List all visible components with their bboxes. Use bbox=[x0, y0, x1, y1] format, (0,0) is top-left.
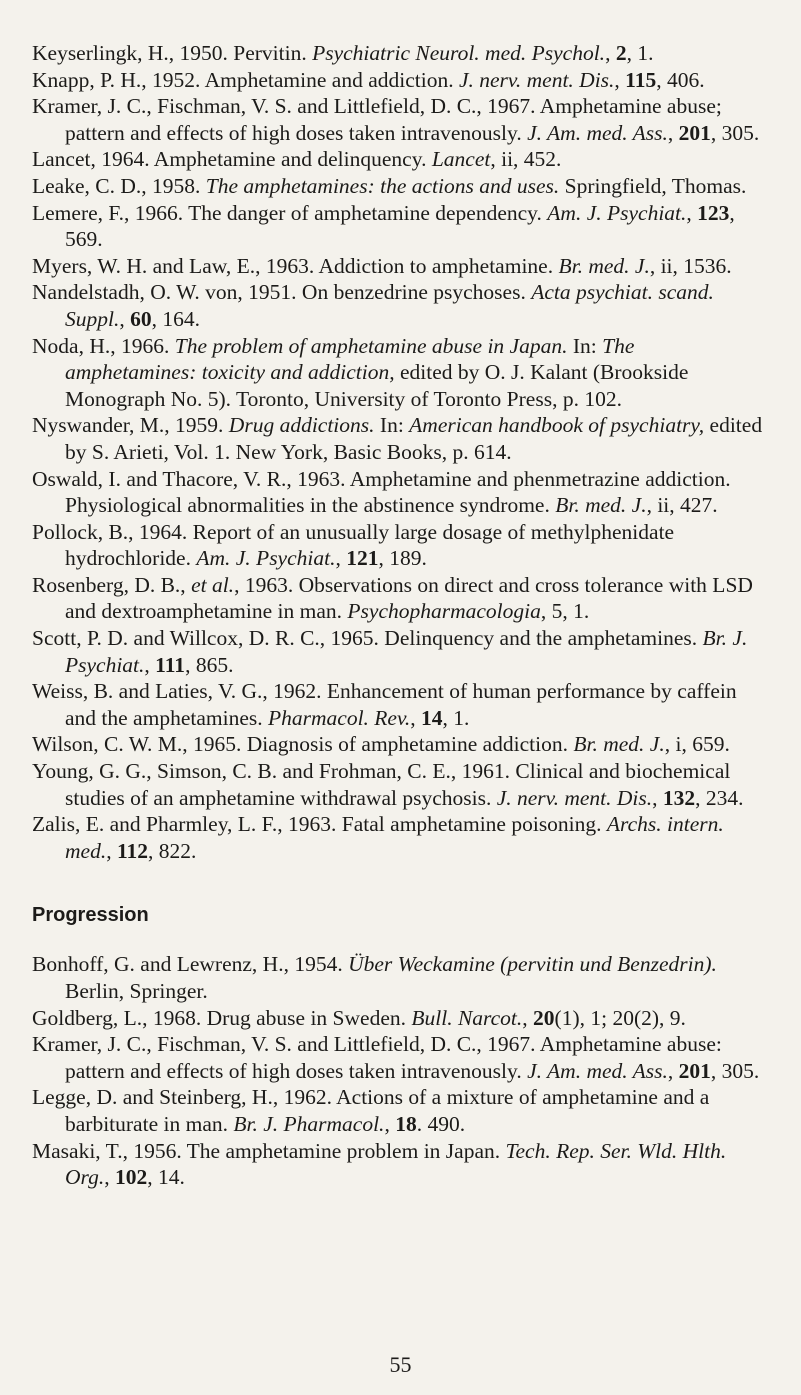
reference-pages: Berlin, Springer. bbox=[65, 979, 208, 1003]
reference-entry bbox=[32, 1138, 771, 1191]
reference-entry bbox=[32, 200, 771, 253]
reference-entry bbox=[32, 279, 771, 332]
reference-separator: , bbox=[652, 785, 663, 810]
reference-pages: ii, 427. bbox=[657, 493, 718, 518]
reference-separator: , bbox=[106, 838, 117, 863]
reference-entry bbox=[32, 146, 771, 173]
reference-entry bbox=[32, 173, 771, 200]
reference-authors-title: Scott, P. D. and Willcox, D. R. C., 1965. Delinquency and the amphetamines. bbox=[32, 626, 703, 651]
reference-authors-title: Weiss, B. and Laties, V. G., 1962. Enhancement of human performance by caffein and the amphetamines. bbox=[32, 679, 737, 730]
reference-separator: , bbox=[605, 41, 616, 65]
reference-volume: 111 bbox=[155, 652, 186, 677]
reference-journal: Archs. intern. med. bbox=[65, 812, 724, 863]
reference-entry bbox=[32, 519, 771, 572]
reference-entry bbox=[32, 572, 771, 625]
reference-entry bbox=[32, 731, 771, 758]
reference-authors-title: Rosenberg, D. B., bbox=[32, 572, 192, 597]
reference-entry bbox=[32, 253, 771, 280]
reference-entry bbox=[32, 40, 771, 67]
reference-pages: , 305. bbox=[710, 1058, 760, 1083]
reference-journal: Br. J. Psychiat. bbox=[65, 626, 748, 677]
reference-details: edited by S. Arieti, Vol. 1. New York, Basic Books, p. 614. bbox=[65, 413, 763, 464]
reference-volume: 201 bbox=[678, 1058, 711, 1083]
reference-separator: , bbox=[686, 200, 698, 225]
reference-volume: 2 bbox=[615, 41, 627, 65]
reference-entry bbox=[32, 333, 771, 413]
reference-journal: Über Weckamine (pervitin und Benzedrin). bbox=[348, 952, 717, 977]
reference-pages: i, 659. bbox=[675, 732, 730, 757]
page-number: 55 bbox=[389, 1352, 412, 1377]
reference-separator: , bbox=[614, 67, 626, 92]
reference-details: , 5, 1. bbox=[540, 599, 590, 624]
reference-journal: et al. bbox=[191, 572, 235, 597]
reference-entry bbox=[32, 678, 771, 731]
reference-list-progression bbox=[32, 951, 771, 1190]
reference-authors-title: Lemere, F., 1966. The danger of amphetamine dependency. bbox=[32, 200, 548, 225]
reference-separator: In: bbox=[572, 333, 603, 358]
reference-separator: , bbox=[667, 120, 679, 145]
reference-separator: , bbox=[490, 147, 502, 172]
reference-entry bbox=[32, 93, 771, 146]
reference-journal: Bull. Narcot. bbox=[411, 1005, 523, 1030]
reference-volume: 132 bbox=[662, 785, 696, 810]
reference-separator: , bbox=[664, 732, 676, 757]
reference-authors-title: Myers, W. H. and Law, E., 1963. Addiction to amphetamine. bbox=[32, 253, 559, 278]
reference-authors-title: Keyserlingk, H., 1950. Pervitin. bbox=[32, 41, 313, 65]
reference-pages: , 406. bbox=[656, 67, 705, 92]
reference-authors-title: Kramer, J. C., Fischman, V. S. and Littlefield, D. C., 1967. Amphetamine abuse; pattern and effects of high doses taken intravenously. bbox=[32, 94, 722, 145]
reference-authors-title: Kramer, J. C., Fischman, V. S. and Littlefield, D. C., 1967. Amphetamine abuse: pattern and effects of high doses taken intravenously. bbox=[32, 1032, 722, 1083]
reference-pages: , 164. bbox=[151, 306, 200, 331]
reference-separator: , bbox=[335, 546, 347, 571]
reference-volume: 14 bbox=[421, 705, 443, 730]
reference-entry bbox=[32, 1031, 771, 1084]
reference-journal: Lancet bbox=[431, 147, 491, 172]
reference-separator: In: bbox=[379, 413, 410, 438]
reference-separator: , bbox=[410, 705, 422, 730]
reference-authors-title: Zalis, E. and Pharmley, L. F., 1963. Fatal amphetamine poisoning. bbox=[32, 812, 607, 837]
reference-authors-title: Oswald, I. and Thacore, V. R., 1963. Amphetamine and phenmetrazine addiction. Physiological abnormalities in the abstinence syndrome. bbox=[32, 466, 731, 518]
reference-journal: Am. J. Psychiat. bbox=[547, 200, 687, 225]
reference-journal: Drug addictions. bbox=[228, 413, 380, 438]
reference-entry bbox=[32, 758, 771, 811]
reference-journal: Pharmacol. Rev. bbox=[268, 705, 411, 730]
reference-volume: 18 bbox=[395, 1111, 417, 1136]
reference-pages: , 1. bbox=[442, 705, 470, 730]
reference-pages: , 189. bbox=[378, 546, 427, 571]
reference-journal: J. nerv. ment. Dis. bbox=[458, 67, 615, 92]
reference-separator: , bbox=[649, 253, 661, 278]
reference-authors-title: Wilson, C. W. M., 1965. Diagnosis of amphetamine addiction. bbox=[32, 732, 574, 757]
reference-volume: 102 bbox=[114, 1165, 148, 1190]
reference-volume: 123 bbox=[697, 200, 730, 225]
reference-source: Psychopharmacologia bbox=[347, 599, 541, 624]
reference-journal: The problem of amphetamine abuse in Japan. bbox=[174, 333, 573, 358]
reference-pages: , 305. bbox=[710, 120, 760, 145]
reference-separator: , bbox=[384, 1111, 396, 1136]
reference-list-continued bbox=[32, 40, 771, 864]
reference-authors-title: Nandelstadh, O. W. von, 1951. On benzedrine psychoses. bbox=[32, 280, 532, 305]
reference-journal: J. Am. med. Ass. bbox=[527, 1058, 668, 1083]
reference-authors-title: Leake, C. D., 1958. bbox=[32, 173, 206, 198]
reference-pages: ii, 1536. bbox=[660, 253, 732, 278]
reference-volume: 115 bbox=[625, 67, 657, 92]
reference-separator: , bbox=[119, 306, 131, 331]
reference-journal: Br. J. Pharmacol. bbox=[233, 1111, 385, 1136]
reference-journal: Br. med. J. bbox=[555, 493, 647, 518]
reference-source: American handbook of psychiatry, bbox=[409, 413, 705, 438]
reference-entry bbox=[32, 1005, 771, 1032]
reference-authors-title: Nyswander, M., 1959. bbox=[32, 413, 229, 438]
reference-journal: Acta psychiat. scand. Suppl. bbox=[65, 280, 714, 331]
reference-journal: Psychiatric Neurol. med. Psychol. bbox=[312, 41, 606, 65]
reference-journal: Tech. Rep. Ser. Wld. Hlth. Org. bbox=[65, 1138, 727, 1190]
reference-entry bbox=[32, 811, 771, 864]
reference-pages: , 569. bbox=[65, 200, 735, 252]
reference-volume: 201 bbox=[678, 120, 711, 145]
reference-pages: , 1. bbox=[626, 41, 654, 65]
reference-volume: 20 bbox=[533, 1005, 555, 1030]
reference-authors-title: Bonhoff, G. and Lewrenz, H., 1954. bbox=[32, 952, 349, 977]
reference-authors-title: Young, G. G., Simson, C. B. and Frohman, C. E., 1961. Clinical and biochemical studies of an amphetamine withdrawal psychosis. bbox=[32, 759, 731, 810]
reference-pages: . 490. bbox=[416, 1111, 466, 1136]
reference-pages: Springfield, Thomas. bbox=[559, 173, 747, 198]
reference-entry bbox=[32, 1084, 771, 1137]
reference-authors-title: Knapp, P. H., 1952. Amphetamine and addiction. bbox=[32, 67, 459, 92]
reference-pages: ii, 452. bbox=[501, 147, 562, 172]
reference-journal: Br. med. J. bbox=[573, 732, 665, 757]
reference-journal: Br. med. J. bbox=[558, 253, 650, 278]
reference-entry bbox=[32, 951, 771, 1004]
reference-authors-title: Lancet, 1964. Amphetamine and delinquency. bbox=[32, 147, 432, 172]
reference-journal: J. nerv. ment. Dis. bbox=[496, 785, 653, 810]
reference-pages: , 234. bbox=[695, 785, 744, 810]
reference-authors-title: Goldberg, L., 1968. Drug abuse in Sweden. bbox=[32, 1005, 412, 1030]
reference-source: The amphetamines: toxicity and addiction, bbox=[65, 333, 635, 385]
reference-volume: 60 bbox=[130, 306, 152, 331]
reference-journal: Am. J. Psychiat. bbox=[196, 546, 336, 571]
reference-entry bbox=[32, 466, 771, 519]
reference-details: edited by O. J. Kalant (Brookside Monograph No. 5). Toronto, University of Toronto Press, p. 102. bbox=[65, 360, 689, 411]
reference-pages: , 14. bbox=[147, 1165, 185, 1190]
reference-pages: , 865. bbox=[185, 652, 234, 677]
reference-entry bbox=[32, 625, 771, 678]
reference-authors-title: Noda, H., 1966. bbox=[32, 333, 175, 358]
reference-entry bbox=[32, 67, 771, 94]
reference-separator: , bbox=[522, 1005, 534, 1030]
reference-pages: , 822. bbox=[148, 838, 197, 863]
reference-separator: , bbox=[667, 1058, 679, 1083]
reference-volume: 121 bbox=[346, 546, 379, 571]
reference-separator: , bbox=[104, 1165, 115, 1190]
reference-volume: 112 bbox=[116, 838, 149, 863]
reference-authors-title: Masaki, T., 1956. The amphetamine problem in Japan. bbox=[32, 1138, 506, 1163]
reference-journal: J. Am. med. Ass. bbox=[527, 120, 668, 145]
reference-authors-title: Pollock, B., 1964. Report of an unusually large dosage of methylphenidate hydrochloride. bbox=[32, 519, 675, 571]
reference-separator: , bbox=[144, 652, 156, 677]
reference-authors-title: Legge, D. and Steinberg, H., 1962. Actions of a mixture of amphetamine and a barbiturate in man. bbox=[32, 1085, 710, 1136]
reference-separator: , bbox=[646, 493, 658, 518]
section-heading-progression: Progression bbox=[32, 904, 149, 927]
reference-separator: , 1963. Observations on direct and cross tolerance with LSD and dextroamphetamine in man. bbox=[65, 572, 753, 624]
reference-pages: (1), 1; 20(2), 9. bbox=[554, 1005, 686, 1030]
reference-journal: The amphetamines: the actions and uses. bbox=[205, 173, 560, 198]
reference-entry bbox=[32, 412, 771, 465]
